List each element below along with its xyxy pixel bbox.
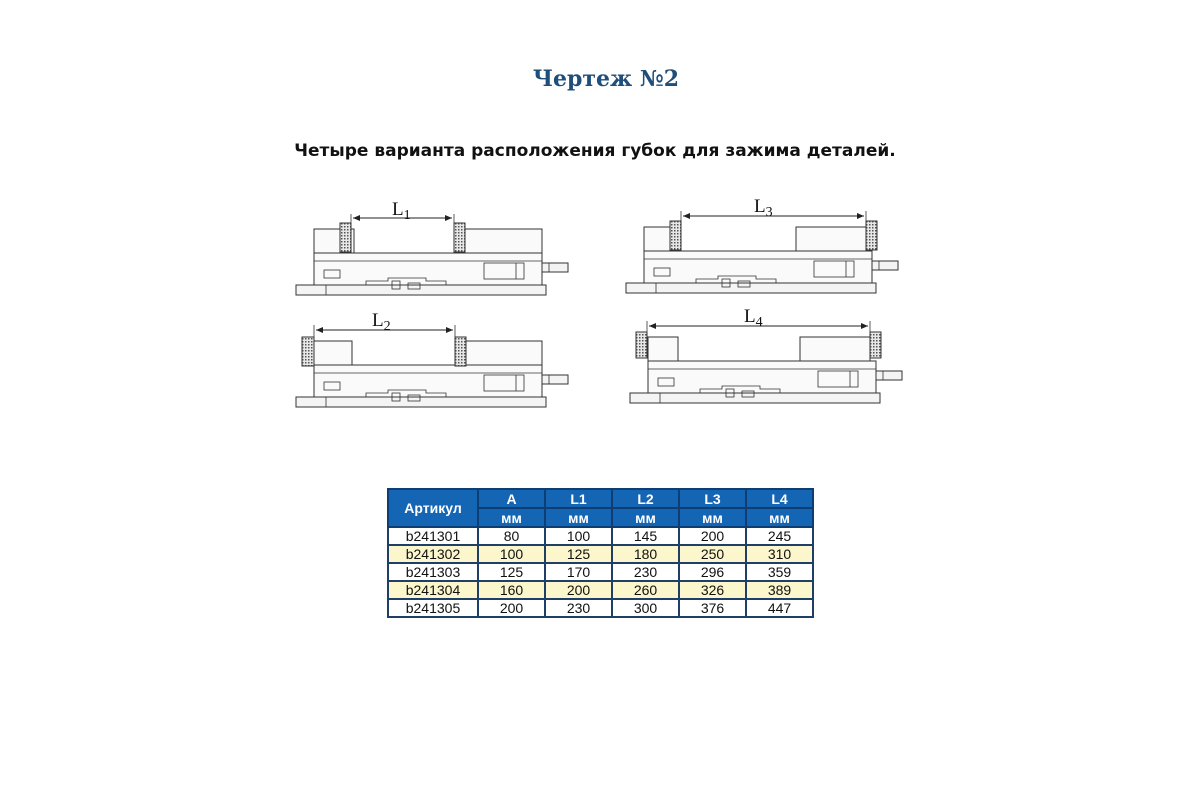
- cell-article: b241302: [388, 545, 478, 563]
- cell-l2: 145: [612, 527, 679, 545]
- header-l1: L1: [545, 489, 612, 508]
- vise-diagram-l4: [630, 306, 902, 403]
- cell-article: b241304: [388, 581, 478, 599]
- cell-l3: 296: [679, 563, 746, 581]
- vise-diagram-l1: [296, 199, 568, 295]
- dimensions-table: [387, 488, 814, 618]
- cell-l2: 230: [612, 563, 679, 581]
- cell-l2: 300: [612, 599, 679, 617]
- cell-l1: 100: [545, 527, 612, 545]
- page-subtitle: Четыре варианта расположения губок для зажима деталей.: [294, 141, 896, 161]
- cell-l3: 200: [679, 527, 746, 545]
- cell-l4: 245: [746, 527, 813, 545]
- cell-l1: 200: [545, 581, 612, 599]
- vise-diagram-l3: [626, 196, 898, 293]
- cell-l3: 376: [679, 599, 746, 617]
- cell-article: b241305: [388, 599, 478, 617]
- cell-l3: 326: [679, 581, 746, 599]
- cell-a: 80: [478, 527, 545, 545]
- table-row: [388, 599, 813, 617]
- table-row: [388, 563, 813, 581]
- header-l3: L3: [679, 489, 746, 508]
- unit-l3: мм: [679, 508, 746, 527]
- unit-l2: мм: [612, 508, 679, 527]
- cell-l3: 250: [679, 545, 746, 563]
- header-a: A: [478, 489, 545, 508]
- dim-label-l3: $L_3$: [754, 196, 773, 220]
- dim-label-l2: $L_2$: [372, 310, 391, 334]
- cell-l1: 125: [545, 545, 612, 563]
- cell-l4: 389: [746, 581, 813, 599]
- cell-l4: 359: [746, 563, 813, 581]
- cell-article: b241303: [388, 563, 478, 581]
- cell-l1: 170: [545, 563, 612, 581]
- cell-l4: 310: [746, 545, 813, 563]
- header-l2: L2: [612, 489, 679, 508]
- table-row: [388, 545, 813, 563]
- table-row: [388, 581, 813, 599]
- cell-a: 160: [478, 581, 545, 599]
- unit-a: мм: [478, 508, 545, 527]
- table-header-row: [388, 489, 813, 508]
- dim-label-l1: $L_1$: [392, 199, 411, 223]
- cell-a: 200: [478, 599, 545, 617]
- cell-a: 125: [478, 563, 545, 581]
- dim-label-l4: $L_4$: [744, 306, 763, 330]
- cell-l4: 447: [746, 599, 813, 617]
- vise-diagram-l2: [296, 310, 568, 407]
- header-l4: L4: [746, 489, 813, 508]
- unit-l4: мм: [746, 508, 813, 527]
- header-article: Артикул: [388, 489, 478, 527]
- cell-l2: 260: [612, 581, 679, 599]
- cell-article: b241301: [388, 527, 478, 545]
- unit-l1: мм: [545, 508, 612, 527]
- cell-l1: 230: [545, 599, 612, 617]
- table-row: [388, 527, 813, 545]
- cell-a: 100: [478, 545, 545, 563]
- page-title: Чертеж №2: [532, 66, 680, 92]
- cell-l2: 180: [612, 545, 679, 563]
